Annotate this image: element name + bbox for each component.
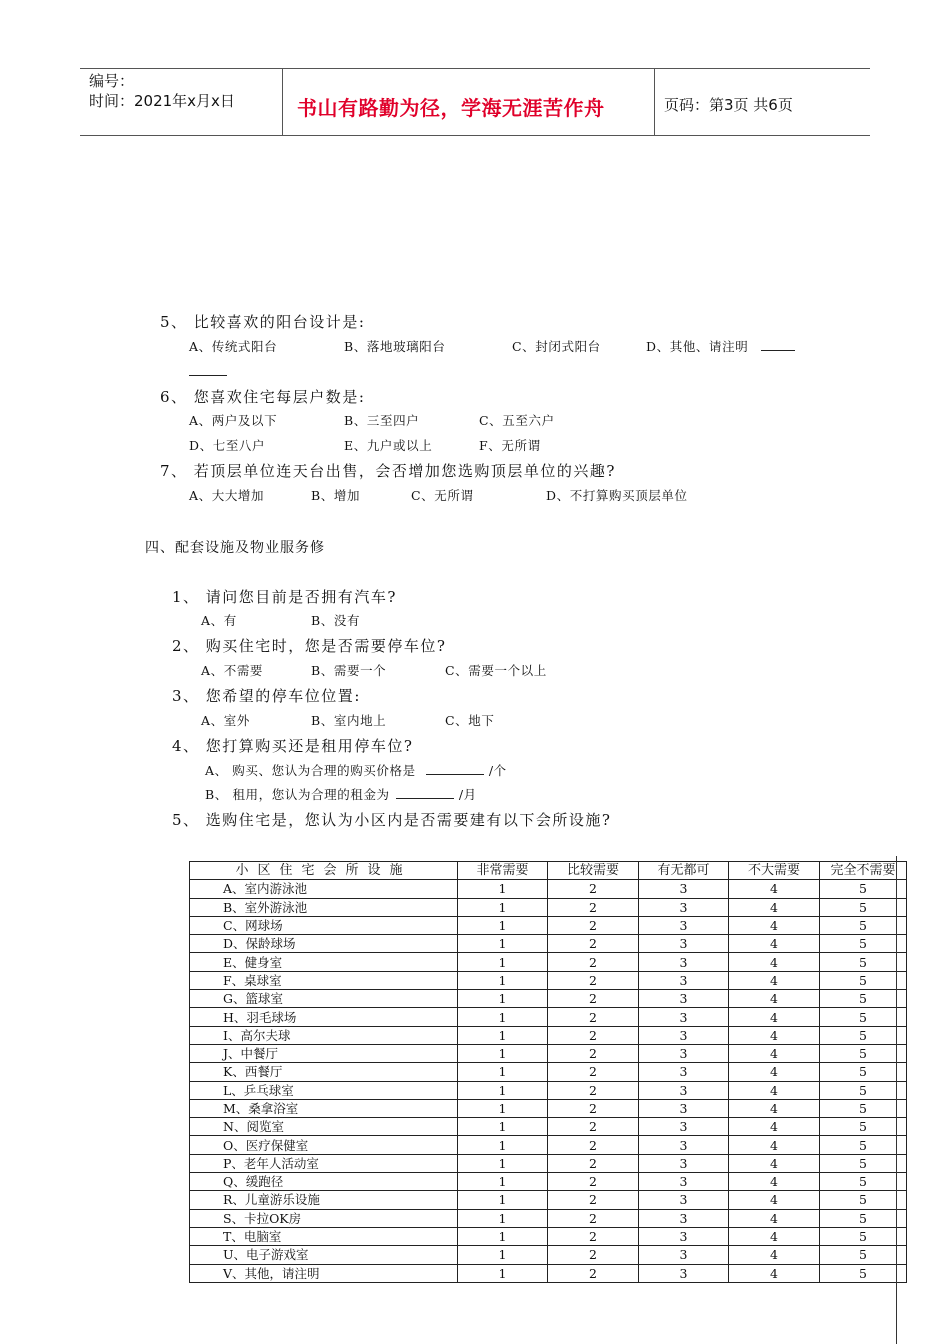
rating-option-cell[interactable]: 1	[458, 953, 548, 971]
rating-option-cell[interactable]: 4	[729, 935, 820, 953]
rating-option-cell[interactable]: 3	[639, 990, 729, 1008]
facility-name-cell: O、医疗保健室	[190, 1136, 458, 1154]
q7-option-c: C、无所谓	[411, 488, 474, 503]
question-5-balcony: 5、 比较喜欢的阳台设计是:	[160, 313, 366, 331]
table-row	[190, 1081, 907, 1099]
rating-option-cell[interactable]: 2	[548, 1063, 639, 1081]
rating-option-cell[interactable]: 3	[639, 1136, 729, 1154]
rating-option-cell[interactable]: 2	[548, 1173, 639, 1191]
q6-option-d: D、七至八户	[189, 438, 266, 453]
rating-option-cell[interactable]: 1	[458, 1099, 548, 1117]
rating-option-cell[interactable]: 1	[458, 935, 548, 953]
facility-name-cell: T、电脑室	[190, 1227, 458, 1245]
rating-option-cell[interactable]: 3	[639, 1026, 729, 1044]
q6-option-b: B、三至四户	[344, 413, 420, 428]
rating-option-cell[interactable]: 1	[458, 1173, 548, 1191]
rating-option-cell[interactable]: 5	[820, 1063, 907, 1081]
table-row	[190, 1173, 907, 1191]
q5-option-b: B、落地玻璃阳台	[344, 339, 446, 354]
rating-option-cell[interactable]: 5	[820, 1081, 907, 1099]
rating-option-cell[interactable]: 4	[729, 1191, 820, 1209]
s4q1-option-b: B、没有	[311, 613, 361, 628]
q7-option-b: B、增加	[311, 488, 361, 503]
rating-option-cell[interactable]: 1	[458, 1081, 548, 1099]
table-row	[190, 880, 907, 898]
table-row	[190, 1026, 907, 1044]
rating-option-cell[interactable]: 5	[820, 990, 907, 1008]
rating-option-cell[interactable]: 4	[729, 1227, 820, 1245]
s4q3-option-b: B、室内地上	[311, 713, 387, 728]
rating-option-cell[interactable]: 4	[729, 1173, 820, 1191]
rating-option-cell[interactable]: 1	[458, 1044, 548, 1062]
facility-name-cell: I、高尔夫球	[190, 1026, 458, 1044]
header-indifferent: 有无都可	[639, 862, 729, 880]
rating-option-cell[interactable]: 5	[820, 1209, 907, 1227]
table-row	[190, 1227, 907, 1245]
question-2-parking-need: 2、 购买住宅时，您是否需要停车位?	[172, 637, 447, 655]
q6-option-f: F、无所谓	[479, 438, 541, 453]
rating-option-cell[interactable]: 1	[458, 916, 548, 934]
rating-option-cell[interactable]: 3	[639, 898, 729, 916]
table-row	[190, 953, 907, 971]
rating-option-cell[interactable]: 4	[729, 1044, 820, 1062]
s4q1-option-a: A、有	[201, 613, 237, 628]
rating-option-cell[interactable]: 2	[548, 1246, 639, 1264]
rating-option-cell[interactable]: 3	[639, 916, 729, 934]
rating-option-cell[interactable]: 5	[820, 1246, 907, 1264]
table-row	[190, 1136, 907, 1154]
facility-name-cell: V、其他，请注明	[190, 1264, 458, 1282]
rating-option-cell[interactable]: 1	[458, 1227, 548, 1245]
rating-option-cell[interactable]: 4	[729, 1154, 820, 1172]
facility-name-cell: F、桌球室	[190, 971, 458, 989]
rating-option-cell[interactable]: 5	[820, 1264, 907, 1282]
rating-option-cell[interactable]: 5	[820, 971, 907, 989]
q5-option-a: A、传统式阳台	[189, 339, 278, 354]
q6-option-a: A、两户及以下	[189, 413, 278, 428]
rating-option-cell[interactable]: 4	[729, 990, 820, 1008]
header-divider-left	[282, 68, 283, 136]
rating-option-cell[interactable]: 3	[639, 1154, 729, 1172]
table-row	[190, 1209, 907, 1227]
facility-name-cell: P、老年人活动室	[190, 1154, 458, 1172]
rating-option-cell[interactable]: 5	[820, 1008, 907, 1026]
header-top-rule	[80, 68, 870, 69]
table-row	[190, 1154, 907, 1172]
rating-option-cell[interactable]: 4	[729, 1063, 820, 1081]
rating-option-cell[interactable]: 2	[548, 1044, 639, 1062]
rating-option-cell[interactable]: 4	[729, 1026, 820, 1044]
facility-name-cell: G、篮球室	[190, 990, 458, 1008]
facility-name-cell: J、中餐厅	[190, 1044, 458, 1062]
rating-option-cell[interactable]: 5	[820, 1191, 907, 1209]
rating-option-cell[interactable]: 5	[820, 1026, 907, 1044]
rating-option-cell[interactable]: 5	[820, 1154, 907, 1172]
rating-option-cell[interactable]: 1	[458, 1191, 548, 1209]
question-5-clubhouse-facilities: 5、 选购住宅是，您认为小区内是否需要建有以下会所设施?	[172, 811, 612, 829]
rating-option-cell[interactable]: 2	[548, 1154, 639, 1172]
q6-option-e: E、九户或以上	[344, 438, 433, 453]
s4q4-option-a-label: A、 购买、您认为合理的购买价格是	[205, 763, 416, 778]
rating-option-cell[interactable]: 3	[639, 880, 729, 898]
rating-option-cell[interactable]: 1	[458, 880, 548, 898]
table-row	[190, 990, 907, 1008]
q5-option-d-blank[interactable]	[761, 338, 795, 351]
rating-option-cell[interactable]: 4	[729, 1008, 820, 1026]
rating-option-cell[interactable]: 1	[458, 1118, 548, 1136]
rent-price-blank[interactable]	[396, 786, 454, 799]
rating-option-cell[interactable]: 3	[639, 1044, 729, 1062]
page-number-label: 页码：第3页 共6页	[664, 96, 793, 114]
rating-option-cell[interactable]: 3	[639, 1118, 729, 1136]
rating-option-cell[interactable]: 2	[548, 1008, 639, 1026]
facility-name-cell: U、电子游戏室	[190, 1246, 458, 1264]
rating-option-cell[interactable]: 5	[820, 935, 907, 953]
facility-name-cell: N、阅览室	[190, 1118, 458, 1136]
rating-option-cell[interactable]: 2	[548, 1136, 639, 1154]
rating-option-cell[interactable]: 4	[729, 880, 820, 898]
rating-option-cell[interactable]: 2	[548, 1026, 639, 1044]
table-row	[190, 1191, 907, 1209]
facility-name-cell: S、卡拉OK房	[190, 1209, 458, 1227]
rating-option-cell[interactable]: 3	[639, 1173, 729, 1191]
rating-option-cell[interactable]: 4	[729, 1264, 820, 1282]
section-4-title: 四、配套设施及物业服务修	[145, 540, 325, 556]
header-very-needed: 非常需要	[458, 862, 548, 880]
rating-option-cell[interactable]: 1	[458, 1264, 548, 1282]
table-row	[190, 935, 907, 953]
rating-option-cell[interactable]: 3	[639, 1264, 729, 1282]
rating-option-cell[interactable]: 3	[639, 1081, 729, 1099]
rating-option-cell[interactable]: 4	[729, 1099, 820, 1117]
s4q3-option-a: A、室外	[201, 713, 250, 728]
rating-option-cell[interactable]: 5	[820, 1044, 907, 1062]
facility-name-cell: R、儿童游乐设施	[190, 1191, 458, 1209]
rating-option-cell[interactable]: 5	[820, 1227, 907, 1245]
header-not-needed: 完全不需要	[820, 862, 907, 880]
rating-option-cell[interactable]: 4	[729, 916, 820, 934]
q5-option-c: C、封闭式阳台	[512, 339, 601, 354]
q7-option-a: A、大大增加	[189, 488, 265, 503]
question-7-rooftop: 7、 若顶层单位连天台出售，会否增加您选购顶层单位的兴趣?	[160, 462, 616, 480]
rating-option-cell[interactable]: 5	[820, 898, 907, 916]
question-3-parking-location: 3、 您希望的停车位位置:	[172, 687, 361, 705]
table-row	[190, 971, 907, 989]
facility-rating-table	[189, 861, 907, 1283]
rating-option-cell[interactable]: 3	[639, 1246, 729, 1264]
table-row	[190, 1008, 907, 1026]
s4q2-option-c: C、需要一个以上	[445, 663, 547, 678]
q6-option-c: C、五至六户	[479, 413, 555, 428]
table-row	[190, 1063, 907, 1081]
rating-option-cell[interactable]: 4	[729, 1246, 820, 1264]
header-somewhat-needed: 比较需要	[548, 862, 639, 880]
rating-option-cell[interactable]: 3	[639, 953, 729, 971]
s4q2-option-a: A、不需要	[201, 663, 264, 678]
rating-option-cell[interactable]: 4	[729, 971, 820, 989]
rating-option-cell[interactable]: 2	[548, 1209, 639, 1227]
table-right-border-line	[896, 856, 897, 1344]
rating-option-cell[interactable]: 1	[458, 1209, 548, 1227]
rating-option-cell[interactable]: 3	[639, 1227, 729, 1245]
table-row	[190, 916, 907, 934]
table-row	[190, 1044, 907, 1062]
header-facility: 小区住宅会所设施	[190, 862, 458, 880]
rating-option-cell[interactable]: 4	[729, 953, 820, 971]
question-4-buy-or-rent: 4、 您打算购买还是租用停车位?	[172, 737, 414, 755]
facility-name-cell: H、羽毛球场	[190, 1008, 458, 1026]
rating-option-cell[interactable]: 5	[820, 916, 907, 934]
rating-option-cell[interactable]: 5	[820, 1099, 907, 1117]
rating-option-cell[interactable]: 4	[729, 1081, 820, 1099]
rating-option-cell[interactable]: 2	[548, 898, 639, 916]
rating-option-cell[interactable]: 2	[548, 935, 639, 953]
header-bottom-rule	[80, 135, 870, 136]
header-motto: 书山有路勤为径，学海无涯苦作舟	[297, 96, 605, 120]
facility-name-cell: D、保龄球场	[190, 935, 458, 953]
s4q4-option-b	[205, 785, 477, 803]
rating-option-cell[interactable]: 1	[458, 1008, 548, 1026]
header-not-much-needed: 不大需要	[729, 862, 820, 880]
rating-option-cell[interactable]: 1	[458, 1063, 548, 1081]
rating-option-cell[interactable]: 3	[639, 1209, 729, 1227]
table-row	[190, 898, 907, 916]
q5-blank-continuation[interactable]	[189, 375, 227, 376]
s4q2-option-b: B、需要一个	[311, 663, 387, 678]
s4q4-option-a	[205, 761, 507, 779]
s4q4-option-b-label: B、 租用，您认为合理的租金为	[205, 787, 390, 802]
rating-option-cell[interactable]: 1	[458, 971, 548, 989]
facility-name-cell: M、桑拿浴室	[190, 1099, 458, 1117]
rating-option-cell[interactable]: 5	[820, 880, 907, 898]
rating-option-cell[interactable]: 2	[548, 1227, 639, 1245]
question-1-car: 1、 请问您目前是否拥有汽车?	[172, 588, 397, 606]
q5-option-d-label: D、其他、请注明	[646, 339, 749, 354]
rating-option-cell[interactable]: 3	[639, 1008, 729, 1026]
rating-option-cell[interactable]: 1	[458, 1136, 548, 1154]
rating-option-cell[interactable]: 2	[548, 1099, 639, 1117]
rating-option-cell[interactable]: 1	[458, 990, 548, 1008]
rating-option-cell[interactable]: 5	[820, 1173, 907, 1191]
facility-name-cell: E、健身室	[190, 953, 458, 971]
rating-option-cell[interactable]: 4	[729, 1118, 820, 1136]
q5-option-d	[646, 337, 795, 355]
s4q4-option-a-unit: /个	[488, 763, 507, 778]
rating-option-cell[interactable]: 1	[458, 898, 548, 916]
serial-number-label: 编号：	[89, 72, 135, 90]
rating-option-cell[interactable]: 3	[639, 1063, 729, 1081]
rating-option-cell[interactable]: 2	[548, 1081, 639, 1099]
rating-option-cell[interactable]: 5	[820, 1118, 907, 1136]
facility-name-cell: C、网球场	[190, 916, 458, 934]
table-row	[190, 1118, 907, 1136]
rating-option-cell[interactable]: 3	[639, 1099, 729, 1117]
rating-option-cell[interactable]: 5	[820, 953, 907, 971]
rating-option-cell[interactable]: 3	[639, 971, 729, 989]
rating-option-cell[interactable]: 1	[458, 1026, 548, 1044]
date-label: 时间：2021年x月x日	[89, 92, 235, 110]
rating-option-cell[interactable]: 2	[548, 880, 639, 898]
rating-option-cell[interactable]: 2	[548, 971, 639, 989]
facility-name-cell: Q、缓跑径	[190, 1173, 458, 1191]
rating-option-cell[interactable]: 1	[458, 1154, 548, 1172]
facility-name-cell: L、乒乓球室	[190, 1081, 458, 1099]
facility-name-cell: A、室内游泳池	[190, 880, 458, 898]
rating-option-cell[interactable]: 2	[548, 916, 639, 934]
s4q4-option-b-unit: /月	[458, 787, 477, 802]
rating-option-cell[interactable]: 5	[820, 1136, 907, 1154]
rating-option-cell[interactable]: 3	[639, 1191, 729, 1209]
facility-name-cell: B、室外游泳池	[190, 898, 458, 916]
rating-option-cell[interactable]: 2	[548, 1191, 639, 1209]
question-6-units-per-floor: 6、 您喜欢住宅每层户数是:	[160, 388, 366, 406]
rating-option-cell[interactable]: 2	[548, 1264, 639, 1282]
rating-option-cell[interactable]: 4	[729, 898, 820, 916]
rating-option-cell[interactable]: 4	[729, 1209, 820, 1227]
q7-option-d: D、不打算购买顶层单位	[546, 488, 688, 503]
header-divider-right	[654, 68, 655, 136]
rating-option-cell[interactable]: 3	[639, 935, 729, 953]
rating-option-cell[interactable]: 2	[548, 1118, 639, 1136]
rating-option-cell[interactable]: 2	[548, 953, 639, 971]
table-row	[190, 1099, 907, 1117]
s4q3-option-c: C、地下	[445, 713, 495, 728]
rating-option-cell[interactable]: 1	[458, 1246, 548, 1264]
purchase-price-blank[interactable]	[426, 762, 484, 775]
rating-option-cell[interactable]: 2	[548, 990, 639, 1008]
facility-name-cell: K、西餐厅	[190, 1063, 458, 1081]
table-header-row	[190, 862, 907, 880]
table-row	[190, 1264, 907, 1282]
table-row	[190, 1246, 907, 1264]
rating-option-cell[interactable]: 4	[729, 1136, 820, 1154]
